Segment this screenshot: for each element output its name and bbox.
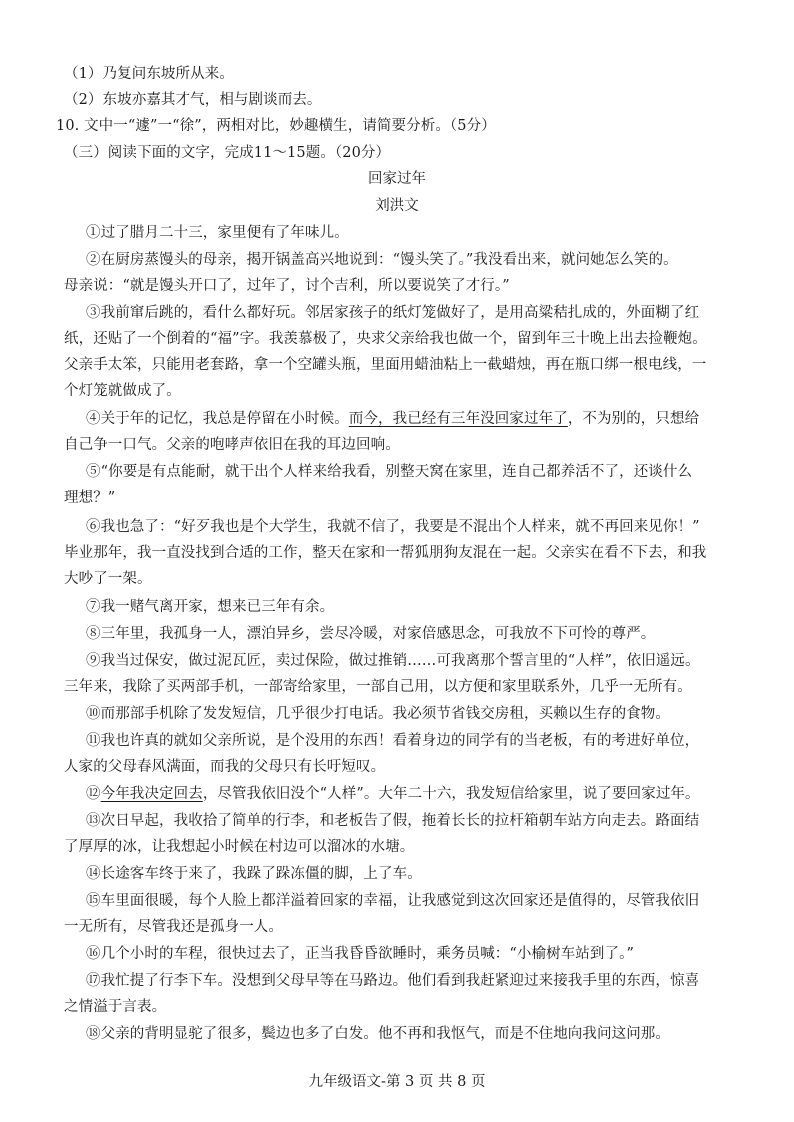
question-9-item-2: （2）东坡亦嘉其才气，相与剧谈而去。 bbox=[64, 92, 322, 108]
question-9-item-1: （1）乃复问东坡所从来。 bbox=[64, 66, 234, 82]
paragraph-5-line-1: ⑤“你要是有点能耐，就干出个人样来给我看，别整天窝在家里，连自己都养活不了，还谈什么 bbox=[86, 464, 693, 480]
paragraph-10: ⑩而那部手机除了发发短信，几乎很少打电话。我必须节省钱交房租，买赖以生存的食物。 bbox=[86, 706, 670, 722]
paragraph-13-line-1: ⑬次日早起，我收拾了简单的行李，和老板告了假，拖着长长的拉杆箱朝车站方向走去。路面结 bbox=[86, 813, 700, 829]
paragraph-4-text-c: ，不为别的，只想给 bbox=[567, 411, 700, 427]
underlined-sentence-1: 而今，我已经有三年没回家过年了 bbox=[348, 411, 568, 427]
paragraph-2-line-1: ②在厨房蒸馒头的母亲，揭开锅盖高兴地说到：“馒头笑了。”我没看出来，就问她怎么笑的。 bbox=[86, 252, 678, 268]
paragraph-7: ⑦我一赌气离开家，想来已三年有余。 bbox=[86, 599, 335, 615]
paragraph-16: ⑯几个小时的车程，很快过去了，正当我昏昏欲睡时，乘务员喊：“小榆树车站到了。” bbox=[86, 946, 634, 962]
section-3-heading: （三）阅读下面的文字，完成11～15题。（20分） bbox=[64, 145, 391, 161]
paragraph-3-line-3: 父亲手太笨，只能用老套路，拿一个空罐头瓶，里面用蜡油粘上一截蜡烛，再在瓶口绑一根电线，一 bbox=[64, 357, 707, 373]
paragraph-5-line-2: 理想？” bbox=[64, 490, 116, 506]
paragraph-13-line-2: 了厚厚的冰，让我想起小时候在村边可以溜冰的水塘。 bbox=[64, 839, 415, 855]
underlined-sentence-2: 今年我决定回去 bbox=[100, 786, 203, 802]
paragraph-11-line-1: ⑪我也许真的就如父亲所说，是个没用的东西！看着身边的同学有的当老板，有的考进好单位， bbox=[86, 733, 700, 749]
paragraph-4-line-2: 自己争一口气。父亲的咆哮声依旧在我的耳边回响。 bbox=[64, 437, 400, 453]
question-10: 10. 文中一“遽”一“徐”，两相对比，妙趣横生，请简要分析。（5分） bbox=[56, 118, 496, 134]
paragraph-6-line-2: 毕业那年，我一直没找到合适的工作，整天在家和一帮狐朋狗友混在一起。父亲实在看不下去，和我 bbox=[64, 545, 707, 561]
page-footer: 九年级语文-第 3 页 共 8 页 bbox=[308, 1074, 486, 1090]
paragraph-12 bbox=[86, 784, 700, 804]
paragraph-6-line-1: ⑥我也急了：“好歹我也是个大学生，我就不信了，我要是不混出个人样来，就不再回来见你！” bbox=[86, 519, 700, 535]
paragraph-12-number: ⑫ bbox=[86, 786, 101, 802]
paragraph-15-line-1: ⑮车里面很暖，每个人脸上都洋溢着回家的幸福，让我感觉到这次回家还是值得的，尽管我依旧 bbox=[86, 893, 700, 909]
paragraph-3-line-2: 纸，还贴了一个倒着的“福”字。我羡慕极了，央求父亲给我也做一个，留到年三十晚上出去捡鞭炮。 bbox=[64, 331, 707, 347]
article-author: 刘洪文 bbox=[375, 198, 419, 214]
paragraph-15-line-2: 一无所有，尽管我还是孤身一人。 bbox=[64, 919, 283, 935]
paragraph-6-line-3: 大吵了一架。 bbox=[64, 571, 152, 587]
paragraph-1: ①过了腊月二十三，家里便有了年味儿。 bbox=[86, 225, 349, 241]
paragraph-18: ⑱父亲的背明显驼了很多，鬓边也多了白发。他不再和我怄气，而是不住地向我问这问那。 bbox=[86, 1026, 670, 1042]
paragraph-17-line-2: 之情溢于言表。 bbox=[64, 999, 167, 1015]
article-title: 回家过年 bbox=[368, 171, 426, 187]
paragraph-11-line-2: 人家的父母春风满面，而我的父母只有长吁短叹。 bbox=[64, 759, 386, 775]
paragraph-9-line-1: ⑨我当过保安，做过泥瓦匠，卖过保险，做过推销……可我离那个誓言里的“人样”，依旧遥远。 bbox=[86, 653, 700, 669]
paragraph-2-line-2: 母亲说：“就是馒头开口了，过年了，讨个吉利，所以要说笑了才行。” bbox=[64, 278, 510, 294]
paragraph-4-text-a: ④关于年的记忆，我总是停留在小时候。 bbox=[86, 411, 349, 427]
paragraph-9-line-2: 三年来，我除了买两部手机，一部寄给家里，一部自己用，以方便和家里联系外，几乎一无所有。 bbox=[64, 679, 692, 695]
paragraph-12-text: ，尽管我依旧没个“人样”。大年二十六，我发短信给家里，说了要回家过年。 bbox=[202, 786, 700, 802]
paragraph-3-line-1: ③我前窜后跳的，看什么都好玩。邻居家孩子的纸灯笼做好了，是用高粱秸扎成的，外面糊了红 bbox=[86, 305, 700, 321]
paragraph-3-line-4: 个灯笼就做成了。 bbox=[64, 383, 181, 399]
paragraph-4-line-1 bbox=[86, 409, 699, 429]
paragraph-14: ⑭长途客车终于来了，我跺了跺冻僵的脚，上了车。 bbox=[86, 866, 422, 882]
paragraph-8: ⑧三年里，我孤身一人，漂泊异乡，尝尽冷暖，对家倍感思念，可我放不下可怜的尊严。 bbox=[86, 626, 656, 642]
paragraph-17-line-1: ⑰我忙提了行李下车。没想到父母早等在马路边。他们看到我赶紧迎过来接我手里的东西，惊喜 bbox=[86, 973, 700, 989]
